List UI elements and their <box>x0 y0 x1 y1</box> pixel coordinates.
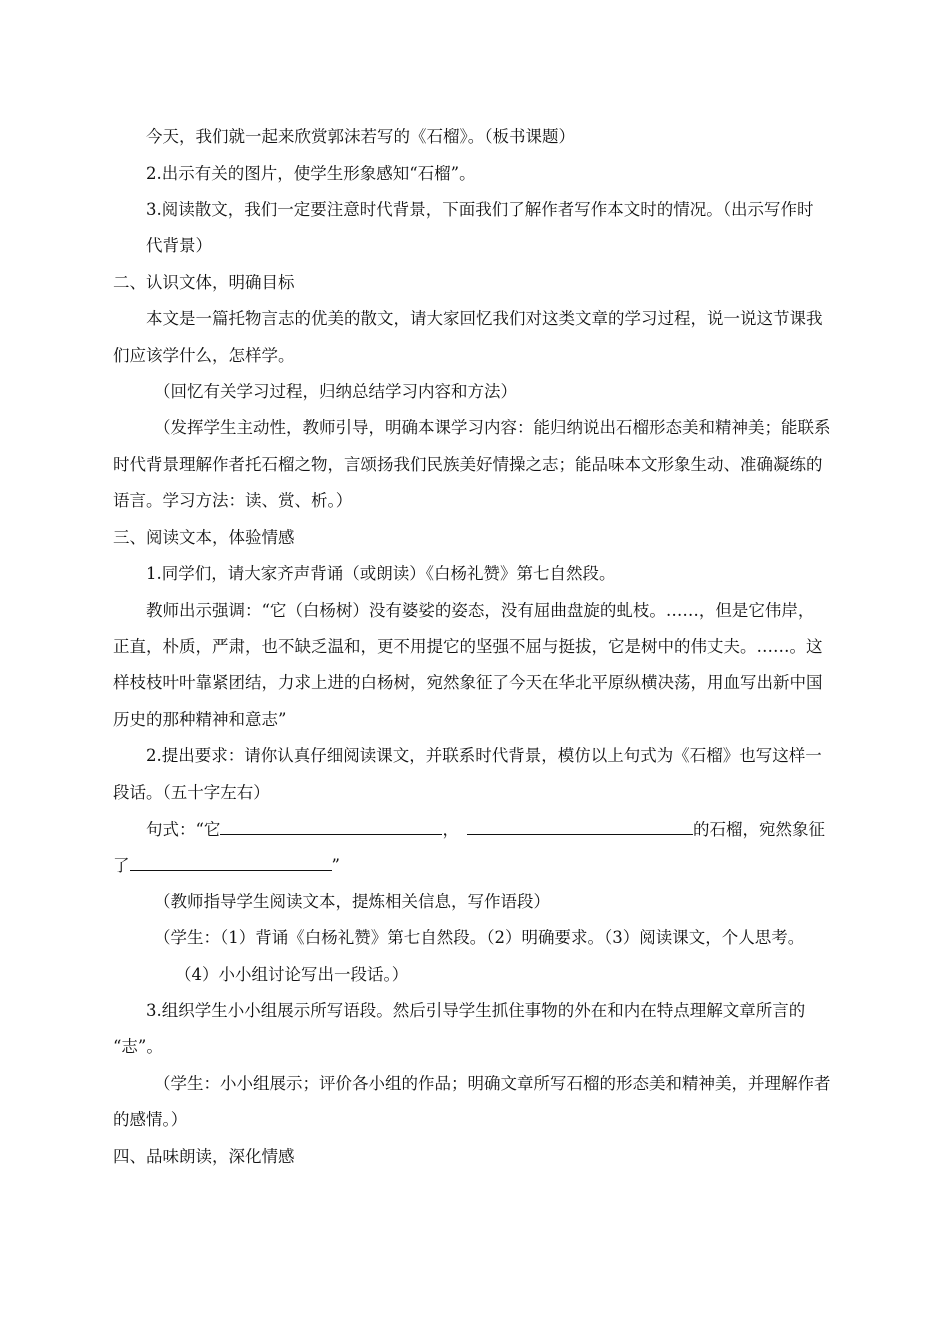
section-heading-3: 三、阅读文本，体验情感 <box>113 528 295 547</box>
sentence-pattern-le: 了 <box>113 856 130 875</box>
paragraph-evaluate-cont: 的感情。） <box>113 1110 188 1129</box>
paragraph-teacher-guide: （教师指导学生阅读文本，提炼相关信息，写作语段） <box>154 892 550 911</box>
paragraph-quote-cont-1: 正直，朴质，严肃，也不缺乏温和，更不用提它的坚强不屈与挺拔，它是树中的伟丈夫。……。这 <box>113 637 823 656</box>
paragraph-recall: （回忆有关学习过程，归纳总结学习内容和方法） <box>154 382 517 401</box>
paragraph-goals: （发挥学生主动性，教师引导，明确本课学习内容：能归纳说出石榴形态美和精神美；能联系 <box>154 418 831 437</box>
paragraph-quote: 教师出示强调：“它（白杨树）没有婆娑的姿态，没有屈曲盘旋的虬枝。……，但是它伟岸， <box>146 601 815 620</box>
sentence-pattern-prefix: 句式：“它 <box>146 820 221 839</box>
paragraph-evaluate: （学生：小小组展示；评价各小组的作品；明确文章所写石榴的形态美和精神美，并理解作者 <box>154 1074 831 1093</box>
paragraph-quote-cont-3: 历史的那种精神和意志” <box>113 710 287 729</box>
section-heading-2: 二、认识文体，明确目标 <box>113 273 295 292</box>
paragraph-quote-cont-2: 样枝枝叶叶靠紧团结，力求上进的白杨树，宛然象征了今天在华北平原纵横决荡，用血写出新中国 <box>113 673 823 692</box>
paragraph-step-2: 2.出示有关的图片，使学生形象感知“石榴”。 <box>146 164 476 183</box>
paragraph-requirement-cont: 段话。（五十字左右） <box>113 783 270 802</box>
sentence-pattern-line-1 <box>146 818 950 840</box>
paragraph-goals-cont-2: 语言。学习方法：读、赏、析。） <box>113 491 353 510</box>
paragraph-recite: 1.同学们，请大家齐声背诵（或朗读）《白杨礼赞》第七自然段。 <box>146 564 616 583</box>
section-heading-4: 四、品味朗读，深化情感 <box>113 1147 295 1166</box>
paragraph-step-3: 3.阅读散文，我们一定要注意时代背景，下面我们了解作者写作本文时的情况。（出示写作时 <box>146 200 814 219</box>
paragraph-show-cont: “志”。 <box>113 1037 163 1056</box>
paragraph-student-tasks: （学生：（1）背诵《白杨礼赞》第七自然段。（2）明确要求。（3）阅读课文，个人思考。 <box>154 928 805 947</box>
paragraph-show: 3.组织学生小小组展示所写语段。然后引导学生抓住事物的外在和内在特点理解文章所言的 <box>146 1001 806 1020</box>
paragraph-goals-cont-1: 时代背景理解作者托石榴之物，言颂扬我们民族美好情操之志；能品味本文形象生动、准确凝练的 <box>113 455 823 474</box>
paragraph-student-tasks-cont: （4）小小组讨论写出一段话。） <box>175 965 409 984</box>
sentence-pattern-comma: ， <box>442 820 459 839</box>
fill-blank-2[interactable] <box>467 818 693 835</box>
sentence-pattern-line-2 <box>113 854 950 876</box>
fill-blank-1[interactable] <box>220 818 442 835</box>
sentence-pattern-suffix: 的石榴，宛然象征 <box>692 820 825 839</box>
fill-blank-3[interactable] <box>130 854 332 871</box>
paragraph-step-3-cont: 代背景） <box>146 236 212 255</box>
paragraph-genre-cont: 们应该学什么，怎样学。 <box>113 346 295 365</box>
sentence-pattern-close-quote: ” <box>331 856 340 875</box>
paragraph-intro: 今天，我们就一起来欣赏郭沫若写的《石榴》。（板书课题） <box>146 127 575 146</box>
paragraph-genre: 本文是一篇托物言志的优美的散文，请大家回忆我们对这类文章的学习过程，说一说这节课我 <box>146 309 823 328</box>
paragraph-requirement: 2.提出要求：请你认真仔细阅读课文，并联系时代背景，模仿以上句式为《石榴》也写这样一 <box>146 746 822 765</box>
